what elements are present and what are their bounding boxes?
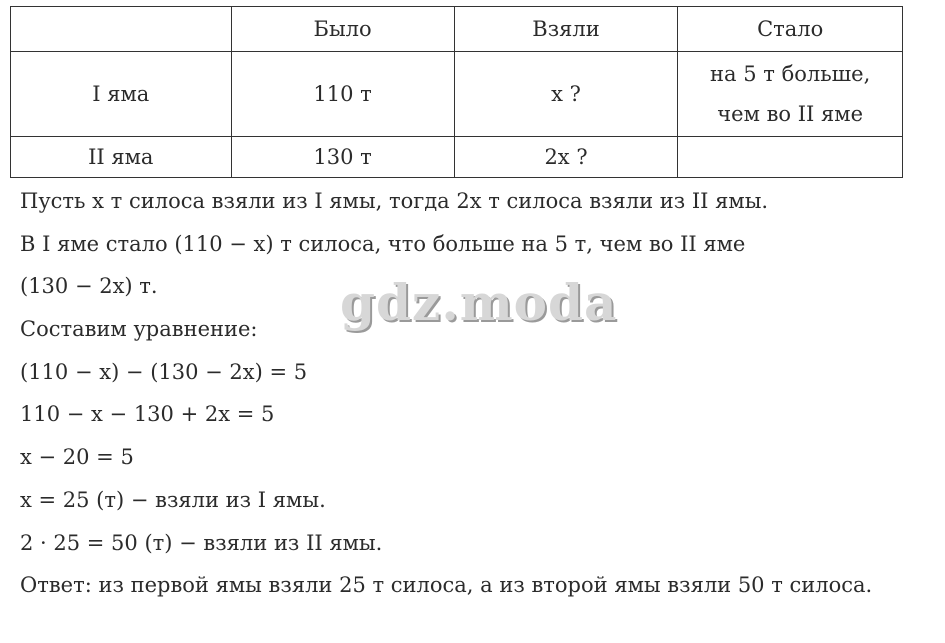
answer-line: Ответ: из первой ямы взяли 25 т силоса, а из второй ямы взяли 50 т силоса. xyxy=(20,573,873,598)
header-taken: Взяли xyxy=(454,7,678,52)
header-empty-cell xyxy=(11,7,232,52)
cell-taken: x ? xyxy=(454,52,678,137)
result-line: x = 25 (т) − взяли из I ямы. xyxy=(20,487,326,512)
solution-text xyxy=(20,180,940,607)
table-header-row xyxy=(11,7,903,52)
table-row xyxy=(11,137,903,178)
equation-line: 110 − x − 130 + 2x = 5 xyxy=(20,402,275,427)
row-label: II яма xyxy=(11,137,232,178)
solution-line: Пусть x т силоса взяли из I ямы, тогда 2x т силоса взяли из II ямы. xyxy=(20,189,769,213)
solution-line: В I яме стало (110 − x) т силоса, что больше на 5 т, чем во II яме xyxy=(20,231,746,256)
cell-became xyxy=(678,137,903,178)
equation-line: (110 − x) − (130 − 2x) = 5 xyxy=(20,359,308,384)
became-line-2: чем во II яме xyxy=(717,102,864,126)
cell-was: 130 т xyxy=(231,137,454,178)
solution-line: (130 − 2x) т. xyxy=(20,274,158,299)
header-was: Было xyxy=(231,7,454,52)
watermark: gdz.moda xyxy=(340,273,618,332)
table-row xyxy=(11,52,903,137)
cell-was: 110 т xyxy=(231,52,454,137)
cell-taken: 2x ? xyxy=(454,137,678,178)
equation-line: x − 20 = 5 xyxy=(20,445,134,470)
data-table xyxy=(10,6,903,178)
solution-line: Составим уравнение: xyxy=(20,317,258,342)
cell-became xyxy=(678,52,903,137)
header-became: Стало xyxy=(678,7,903,52)
result-line: 2 · 25 = 50 (т) − взяли из II ямы. xyxy=(20,530,383,555)
became-line-1: на 5 т больше, xyxy=(710,62,871,86)
row-label: I яма xyxy=(11,52,232,137)
